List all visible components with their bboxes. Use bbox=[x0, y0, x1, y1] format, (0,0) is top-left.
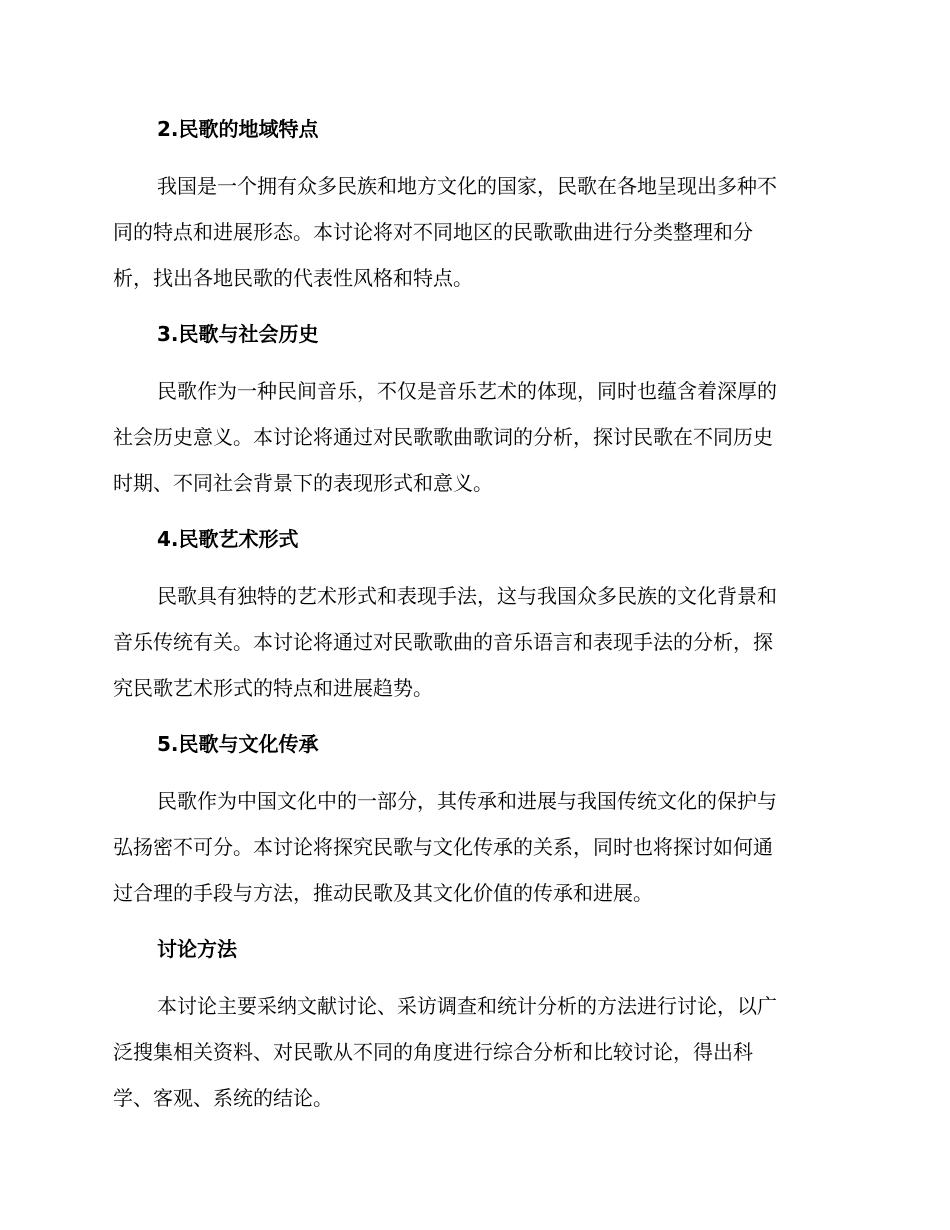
paragraph-line: 泛搜集相关资料、对民歌从不同的角度进行综合分析和比较讨论，得出科 bbox=[113, 1040, 753, 1064]
section-heading: 讨论方法 bbox=[157, 937, 237, 961]
paragraph-line: 弘扬密不可分。本讨论将探究民歌与文化传承的关系，同时也将探讨如何通 bbox=[113, 835, 773, 859]
paragraph-line: 民歌作为一种民间音乐，不仅是音乐艺术的体现，同时也蕴含着深厚的 bbox=[157, 379, 777, 403]
paragraph-line: 学、客观、系统的结论。 bbox=[113, 1086, 333, 1110]
paragraph-line: 我国是一个拥有众多民族和地方文化的国家，民歌在各地呈现出多种不 bbox=[157, 174, 777, 198]
section-heading: 4.民歌艺术形式 bbox=[157, 527, 299, 551]
section-heading: 2.民歌的地域特点 bbox=[157, 117, 319, 141]
paragraph-line: 社会历史意义。本讨论将通过对民歌歌曲歌词的分析，探讨民歌在不同历史 bbox=[113, 425, 773, 449]
paragraph-line: 本讨论主要采纳文献讨论、采访调查和统计分析的方法进行讨论，以广 bbox=[157, 994, 777, 1018]
paragraph-line: 析，找出各地民歌的代表性风格和特点。 bbox=[113, 266, 473, 290]
section-heading: 5.民歌与文化传承 bbox=[157, 732, 319, 756]
paragraph-line: 过合理的手段与方法，推动民歌及其文化价值的传承和进展。 bbox=[113, 881, 653, 905]
section-heading: 3.民歌与社会历史 bbox=[157, 322, 319, 346]
paragraph-line: 同的特点和进展形态。本讨论将对不同地区的民歌歌曲进行分类整理和分 bbox=[113, 220, 753, 244]
paragraph-line: 民歌作为中国文化中的一部分，其传承和进展与我国传统文化的保护与 bbox=[157, 789, 777, 813]
paragraph-line: 时期、不同社会背景下的表现形式和意义。 bbox=[113, 471, 493, 495]
paragraph-line: 音乐传统有关。本讨论将通过对民歌歌曲的音乐语言和表现手法的分析，探 bbox=[113, 630, 773, 654]
paragraph-line: 民歌具有独特的艺术形式和表现手法，这与我国众多民族的文化背景和 bbox=[157, 584, 777, 608]
paragraph-line: 究民歌艺术形式的特点和进展趋势。 bbox=[113, 676, 433, 700]
